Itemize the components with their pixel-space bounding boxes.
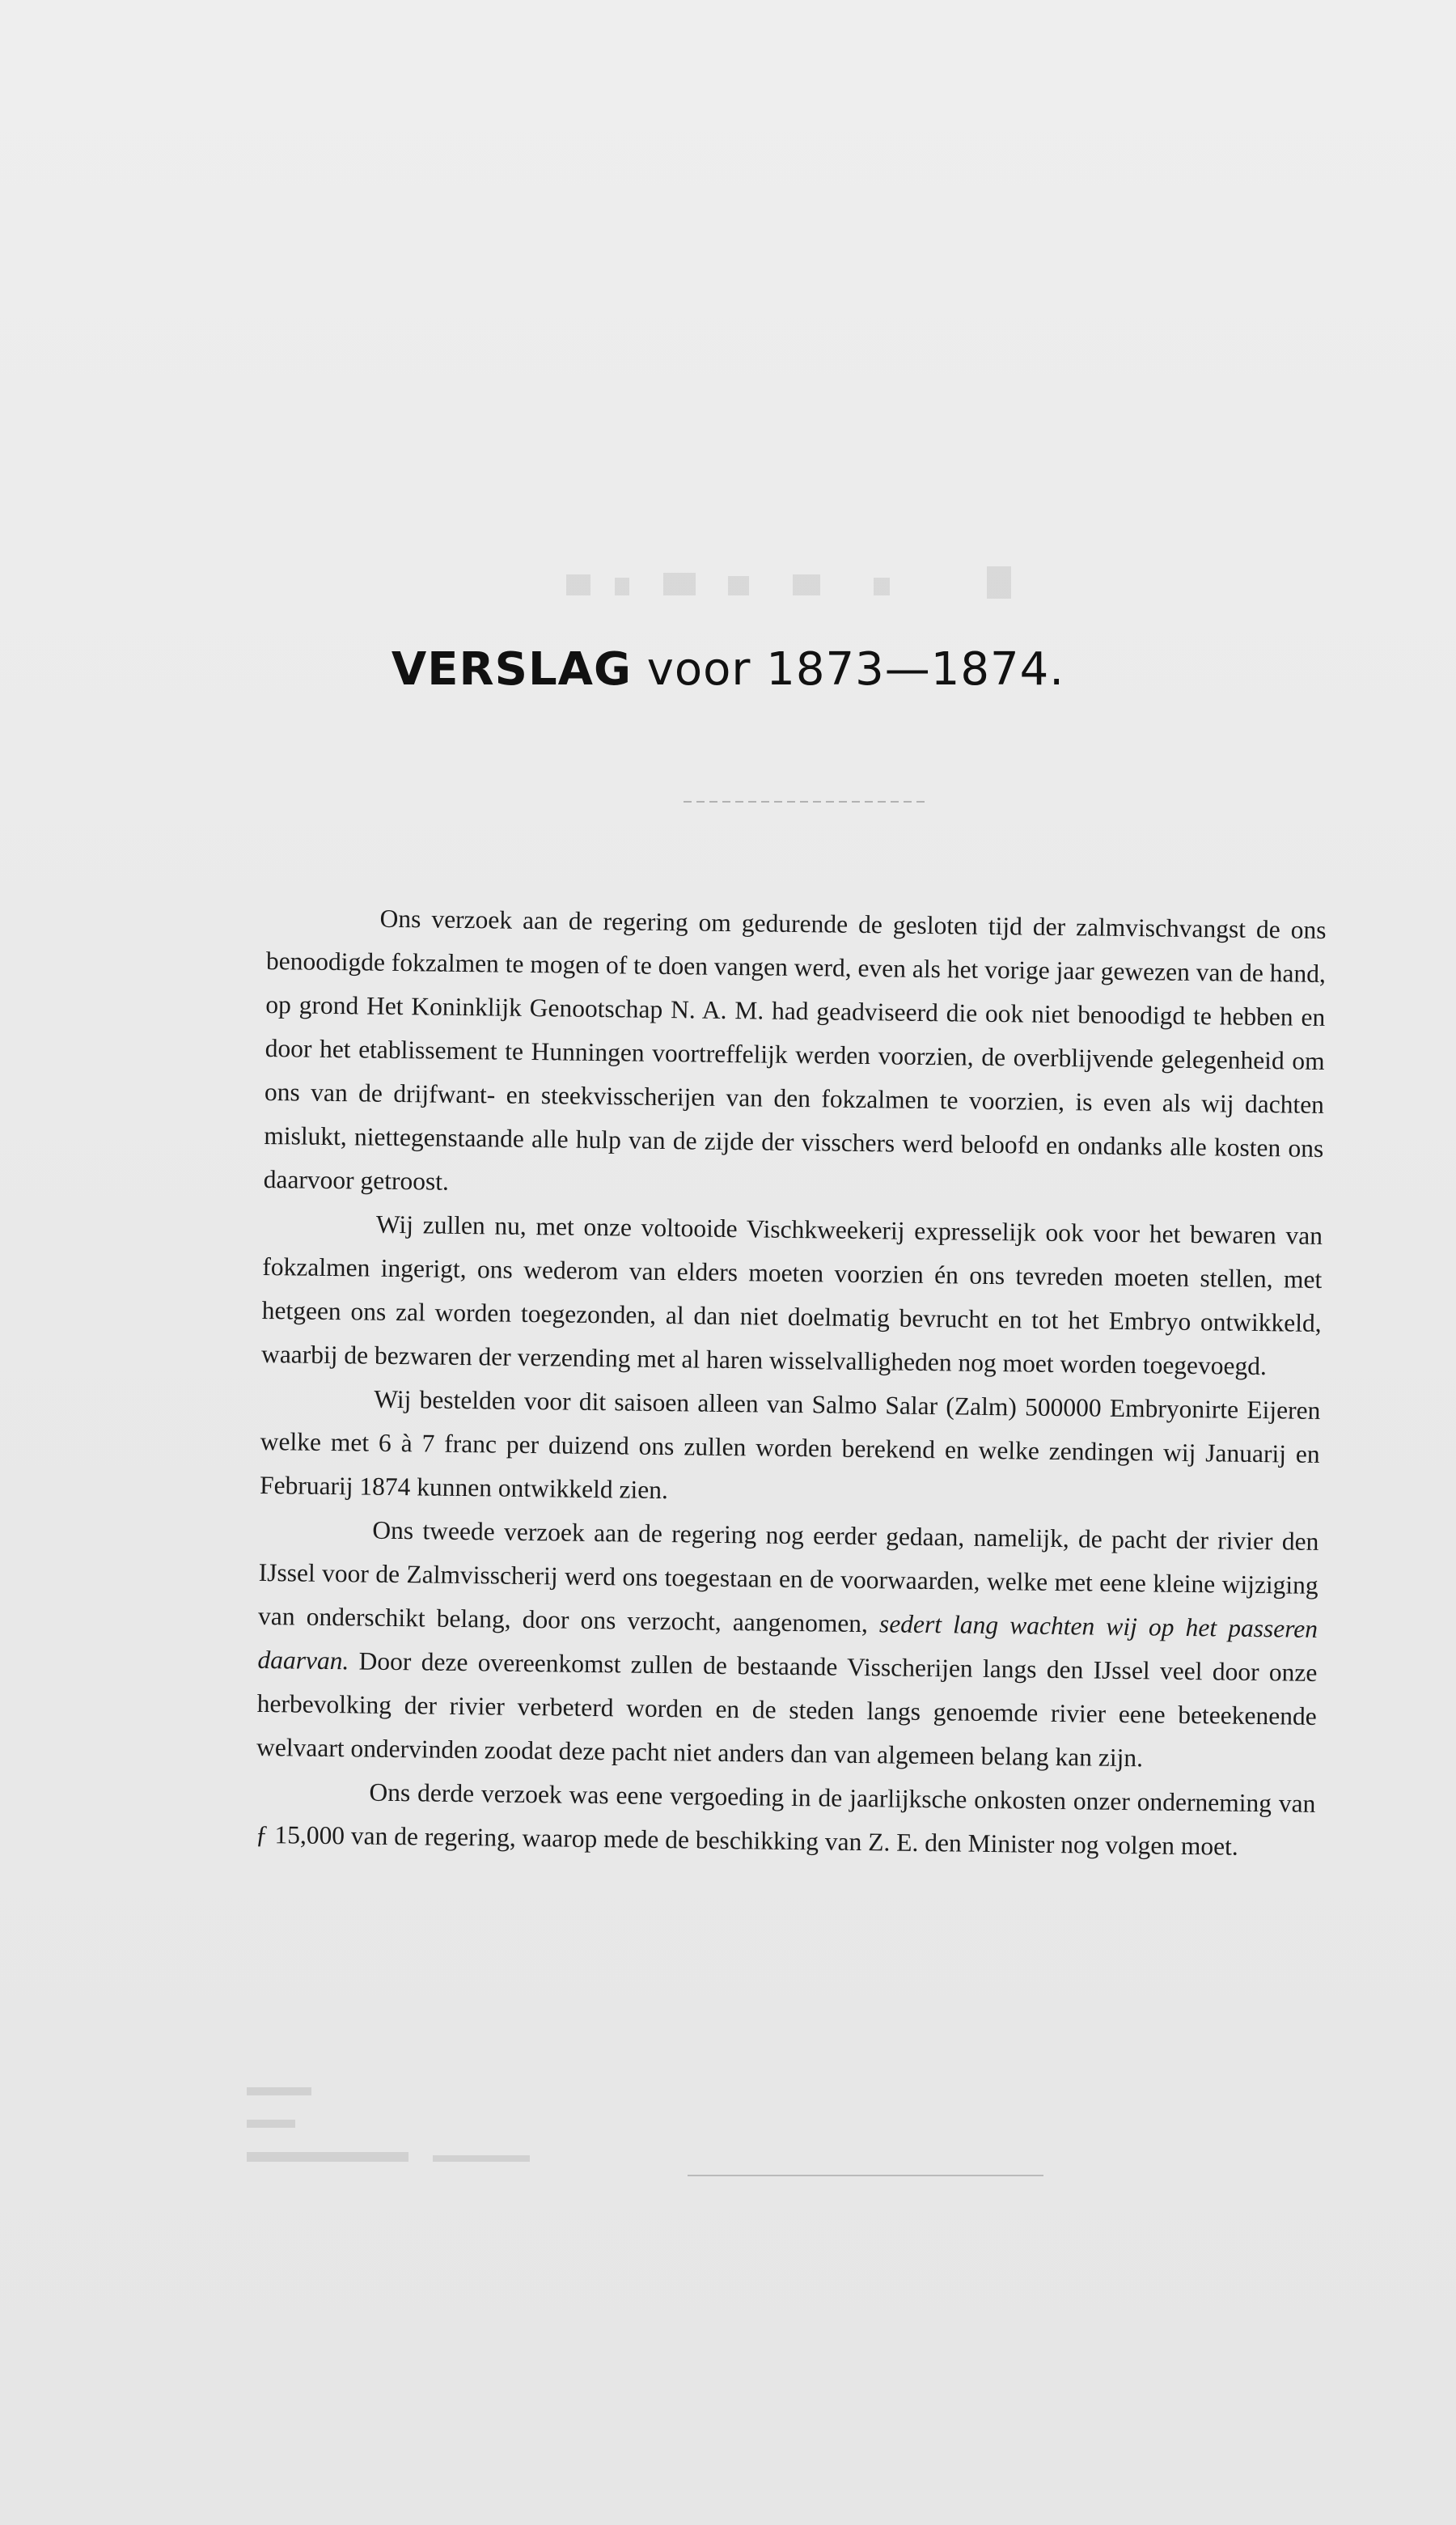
second-request-text-after: Door deze overeenkomst zullen de bestaande Visscherijen langs den IJssel veel door onze herbevolking der rivier verbeterd worden en de steden langs genoemde rivier eene beteekenende welvaart ondervinden zoodat deze pacht niet anders dan van algemeen belang kan zijn. (256, 1646, 1318, 1773)
title-year-range: voor 1873—1874. (646, 643, 1065, 696)
faint-ink-marks (566, 558, 1019, 607)
title-verslag: VERSLAG (391, 643, 632, 696)
paragraph-second-request (256, 1507, 1319, 1782)
report-body (255, 896, 1326, 1870)
second-request-italic: sedert lang wachten wij op het passeren daarvan. (257, 1609, 1318, 1676)
paragraph-fish-hatchery: Wij zullen nu, met onze voltooide Vischkweekerij expresselijk ook voor het bewaren van fokzalmen ingerigt, ons wederom van elders moeten voorzien én ons tevreden moeten stellen, met hetgeen ons zal worden toegezonden, al dan niet doelmatig bevrucht en tot het Embryo ontwikkeld, waarbij de bezwaren der verzending met al haren wisselvalligheden nog moet worden toegevoegd. (260, 1210, 1323, 1381)
paragraph-third-request: Ons derde verzoek was eene vergoeding in de jaarlijksche onkosten onzer onderneming van ƒ 15,000 van de regering, waarop mede de beschikking van Z. E. den Minister nog volgen moet. (255, 1777, 1316, 1861)
bottom-separator (688, 2175, 1043, 2176)
page-title (0, 643, 1456, 696)
paragraph-first-request: Ons verzoek aan de regering om gedurende de gesloten tijd der zalmvischvangst de ons benoodigde fokzalmen te mogen of te doen vangen werd, even als het vorige jaar gewezen van de hand, op grond Het Koninklijk Genootschap N. A. M. had geadviseerd die ook niet benoodigd te hebben en door het etablissement te Hunningen voortreffelijk werden voorzien, de overblijvende gelegenheid om ons van de drijfwant- en steekvisscherijen van den fokzalmen te voorzien, is even als wij dachten mislukt, niettegenstaande alle hulp van de zijde der visschers werd beloofd en ondanks alle kosten ons daarvoor getroost. (263, 904, 1327, 1196)
decorative-separator (684, 801, 926, 803)
second-request-text-before: Ons tweede verzoek aan de regering nog eerder gedaan, namelijk, de pacht der rivier den IJssel voor de Zalmvisscherij werd ons toegestaan en de voorwaarden, welke met eene kleine wijziging van onderschikt belang, door ons verzocht, aangenomen, (257, 1515, 1319, 1638)
paragraph-egg-order: Wij bestelden voor dit saisoen alleen van Salmo Salar (Zalm) 500000 Embryonirte Eijeren welke met 6 à 7 franc per duizend ons zullen worden berekend en welke zendingen wij Januarij en Februarij 1874 kunnen ontwikkeld zien. (259, 1384, 1321, 1505)
faint-bottom-marks (247, 2071, 667, 2184)
